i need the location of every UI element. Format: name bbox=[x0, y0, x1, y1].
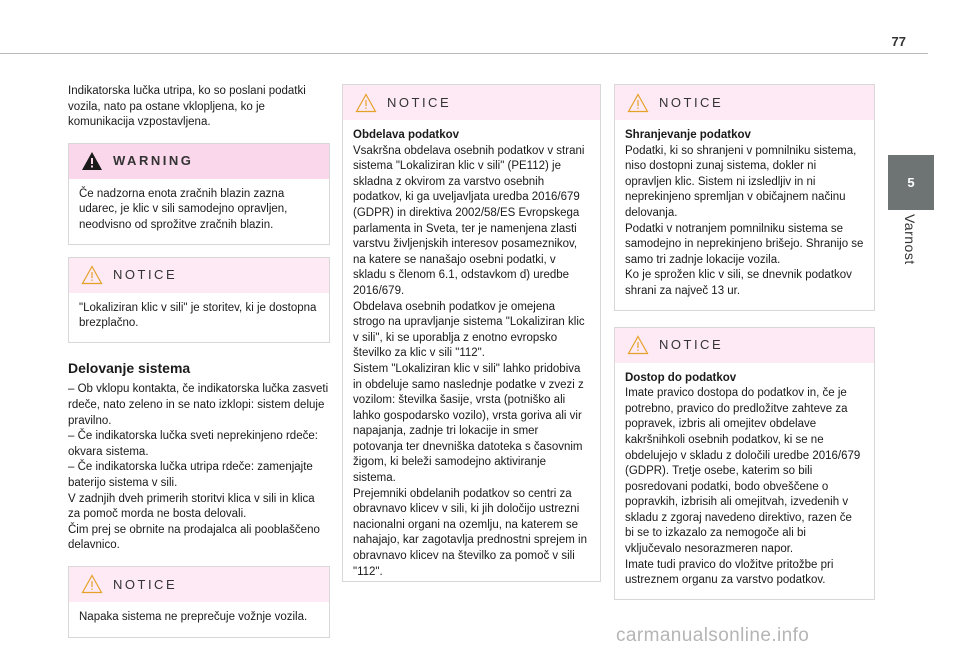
chapter-tab[interactable]: 5 bbox=[888, 155, 934, 210]
notice-body bbox=[343, 120, 600, 590]
warning-header bbox=[69, 144, 329, 179]
paragraph: Čim prej se obrnite na prodajalca ali pooblaščeno delavnico. bbox=[68, 523, 320, 552]
chapter-title: Varnost bbox=[902, 214, 918, 265]
paragraph: Obdelava osebnih podatkov je omejena strogo na upravljanje sistema "Lokaliziran klic v sili", ki se uporablja z enotno evropsko številko za klic v sili "112". bbox=[353, 300, 585, 360]
notice-triangle-icon bbox=[81, 265, 103, 285]
notice-title: NOTICE bbox=[113, 267, 178, 283]
warning-triangle-icon bbox=[81, 151, 103, 171]
column-left bbox=[68, 84, 330, 638]
notice-heading: Dostop do podatkov bbox=[625, 371, 737, 384]
notice-heading: Shranjevanje podatkov bbox=[625, 129, 751, 141]
notice-header bbox=[615, 328, 874, 363]
notice-title: NOTICE bbox=[659, 94, 724, 110]
notice-triangle-icon bbox=[81, 574, 103, 594]
section-title: Delovanje sistema bbox=[68, 359, 191, 376]
notice-header bbox=[69, 258, 329, 293]
paragraph: Podatki, ki so shranjeni v pomnilniku sistema, niso dostopni zunaj sistema, dokler ni opravljen klic. Sistem ni izsledljiv in ni neprekinjeno spremljan v običajnem načinu delovanja. bbox=[625, 144, 857, 219]
notice-box bbox=[68, 257, 330, 343]
header-rule bbox=[0, 53, 928, 54]
page-number: 77 bbox=[891, 34, 906, 49]
notice-text: "Lokaliziran klic v sili" je storitev, ki je dostopna brezplačno. bbox=[79, 301, 317, 330]
notice-body bbox=[69, 293, 329, 342]
notice-title: NOTICE bbox=[659, 337, 724, 353]
notice-box bbox=[614, 84, 875, 311]
paragraph: Prejemniki obdelanih podatkov so centri za obravnavo klicev v sili, ki jih določijo ustrezni nacionalni organi na ozemlju, na katerem se nahajajo, kar zagotavlja prednostni sprejem in obravnavo klicev na številko za pomoč v sili "112". bbox=[353, 487, 587, 578]
paragraph: – Ob vklopu kontakta, če indikatorska lučka zasveti rdeče, nato zeleno in se nato izklopi: sistem deluje pravilno. bbox=[68, 383, 329, 427]
warning-box bbox=[68, 143, 330, 245]
notice-title: NOTICE bbox=[387, 94, 452, 110]
warning-title: WARNING bbox=[113, 153, 194, 169]
paragraph: – Če indikatorska lučka sveti neprekinjeno rdeče: okvara sistema. bbox=[68, 430, 318, 458]
notice-header bbox=[615, 85, 874, 120]
paragraph: Sistem "Lokaliziran klic v sili" lahko pridobiva in obdeluje samo naslednje podatke v zvezi z vozilom: številka šasije, vrsta (potniško ali lahko gospodarsko vozilo), vrsta goriva ali vir napajanja, zadnje tri lokacije in smer potovanja ter dnevniška datoteka s časovnim žigom, ki beleži samodejno aktiviranje sistema. bbox=[353, 362, 584, 485]
watermark: carmanualsonline.info bbox=[616, 625, 810, 646]
intro-text: Indikatorska lučka utripa, ko so poslani podatki vozila, nato pa ostane vklopljena, ko je komunikacija vzpostavljena. bbox=[68, 85, 306, 129]
notice-triangle-icon bbox=[627, 335, 649, 355]
notice-text: Napaka sistema ne preprečuje vožnje vozila. bbox=[79, 610, 308, 623]
column-middle bbox=[342, 84, 601, 582]
warning-text: Če nadzorna enota zračnih blazin zazna udarec, je klic v sili samodejno opravljen, neodvisno od sprožitve zračnih blazin. bbox=[79, 187, 288, 231]
notice-body bbox=[615, 363, 874, 599]
notice-body bbox=[69, 602, 329, 636]
paragraph: V zadnjih dveh primerih storitvi klica v sili in klica za pomoč morda ne bosta delovali. bbox=[68, 492, 315, 521]
paragraph: Imate tudi pravico do vložitve pritožbe pri ustreznem organu za varstvo podatkov. bbox=[625, 558, 834, 587]
notice-triangle-icon bbox=[627, 93, 649, 113]
notice-body bbox=[615, 120, 874, 310]
column-right bbox=[614, 84, 875, 600]
notice-box bbox=[68, 566, 330, 638]
notice-header bbox=[343, 85, 600, 120]
paragraph: Ko je sprožen klic v sili, se dnevnik podatkov shrani za največ 13 ur. bbox=[625, 269, 852, 297]
notice-box bbox=[342, 84, 601, 582]
notice-box bbox=[614, 327, 875, 600]
paragraph: – Če indikatorska lučka utripa rdeče: zamenjajte baterijo sistema v sili. bbox=[68, 461, 313, 489]
paragraph: Podatki v notranjem pomnilniku sistema se samodejno in neprekinjeno brišejo. Shranijo se samo tri zadnje lokacije vozila. bbox=[625, 222, 864, 266]
notice-triangle-icon bbox=[355, 93, 377, 113]
paragraph: Vsakršna obdelava osebnih podatkov v strani sistema "Lokaliziran klic v sili" (PE112) je skladna z okvirom za varstvo osebnih podatkov, ki ga uveljavljata uredba 2016/679 (GDPR) in direktiva 2002/58/ES Evropskega parlamenta in Sveta, ter je namenjena zlasti varstvu življenjskih interesov posameznikov, na katere se nanašajo osebni podatki, v skladu s členom 6.1, odstavkom d) uredbe 2016/679. bbox=[353, 144, 585, 297]
notice-title: NOTICE bbox=[113, 576, 178, 592]
warning-body bbox=[69, 179, 329, 244]
paragraph: Imate pravico dostopa do podatkov in, če je potrebno, pravico do predložitve zahteve za popravek, izbris ali omejitev obdelave kakršnihkoli osebnih podatkov, ki se ne obdelujejo v skladu z določili uredbe 2016/679 (GDPR). Tretje osebe, katerim so bili posredovani podatki, bodo obveščene o popravkih, izbrisih ali omejitvah, izvedenih v skladu z zgoraj navedeno direktivo, razen če bi se to izkazalo za nemogoče ali bi vključevalo nesorazmeren napor. bbox=[625, 387, 861, 556]
notice-heading: Obdelava podatkov bbox=[353, 129, 460, 141]
notice-header bbox=[69, 567, 329, 602]
